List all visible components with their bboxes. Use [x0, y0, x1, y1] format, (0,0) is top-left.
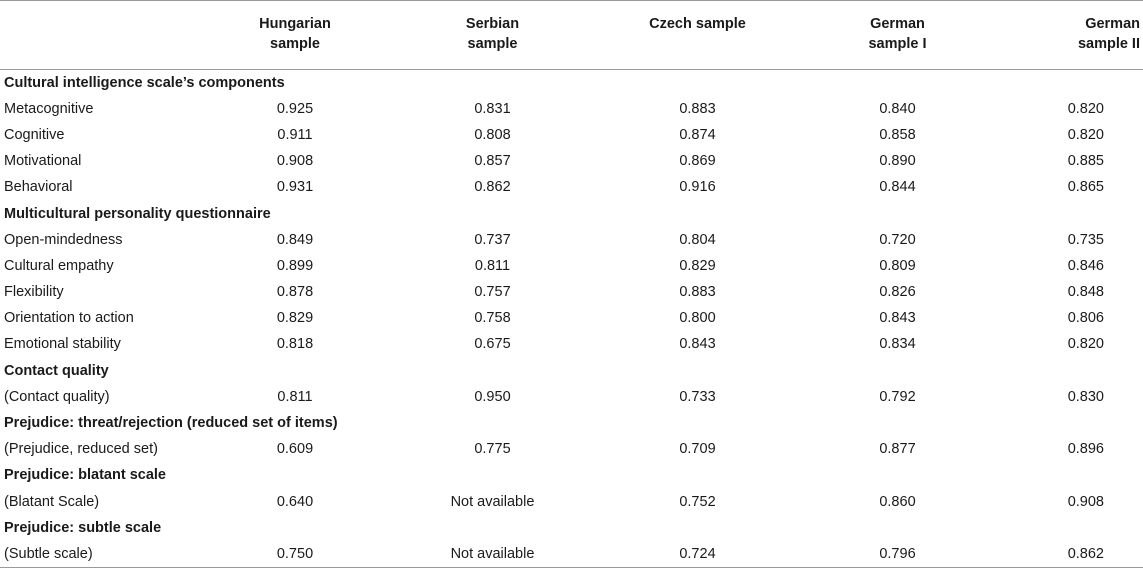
table-cell: 0.831 — [474, 100, 511, 117]
section-title: Multicultural personality questionnaire — [4, 205, 271, 222]
table-cell: 0.862 — [1067, 545, 1104, 562]
column-header-line: Czech sample — [649, 16, 746, 32]
table-cell: 0.874 — [679, 126, 716, 143]
section-row — [0, 358, 1143, 384]
column-header-line: German — [1085, 16, 1140, 32]
table-cell: 0.834 — [879, 336, 916, 353]
table-row — [0, 227, 1143, 253]
row-label: (Blatant Scale) — [4, 493, 100, 510]
table-cell: 0.848 — [1067, 284, 1104, 301]
row-label: Metacognitive — [4, 100, 94, 117]
table-cell: 0.858 — [879, 126, 916, 143]
row-label: Cognitive — [4, 126, 65, 143]
column-header — [790, 1, 1005, 70]
table-cell: 0.843 — [879, 310, 916, 327]
column-header-line: sample II — [1077, 36, 1140, 52]
row-label: Behavioral — [4, 179, 73, 196]
section-title: Prejudice: blatant scale — [4, 467, 166, 484]
table-row — [0, 96, 1143, 122]
column-header — [1005, 1, 1143, 70]
section-row — [0, 70, 1143, 96]
table-cell: 0.820 — [1067, 100, 1104, 117]
column-header-line: Serbian — [465, 16, 520, 32]
table-cell: 0.925 — [276, 100, 314, 117]
table-row — [0, 331, 1143, 357]
section-row — [0, 462, 1143, 488]
table-cell: 0.709 — [679, 441, 716, 458]
table-row — [0, 174, 1143, 200]
row-label: Emotional stability — [4, 336, 121, 353]
table-cell: 0.640 — [276, 493, 314, 510]
table-cell: 0.860 — [879, 493, 916, 510]
section-title: Cultural intelligence scale’s components — [4, 74, 285, 91]
table-cell: 0.840 — [879, 100, 916, 117]
table-row — [0, 305, 1143, 331]
table-cell: 0.878 — [276, 284, 314, 301]
table-cell: 0.862 — [474, 179, 511, 196]
table-row — [0, 148, 1143, 174]
table-row — [0, 384, 1143, 410]
table-cell: 0.846 — [1067, 257, 1104, 274]
table-cell: 0.899 — [276, 257, 314, 274]
table-cell: 0.809 — [879, 257, 916, 274]
table-cell: 0.916 — [679, 179, 716, 196]
row-label: Motivational — [4, 153, 82, 170]
table-cell: 0.869 — [679, 153, 716, 170]
section-row — [0, 200, 1143, 226]
column-header-line: sample I — [868, 36, 927, 52]
table-cell: 0.806 — [1067, 310, 1104, 327]
section-title: Prejudice: threat/rejection (reduced set of items) — [4, 415, 338, 432]
table-cell: 0.890 — [879, 153, 916, 170]
table-cell: 0.735 — [1067, 231, 1104, 248]
row-label: Open-mindedness — [4, 231, 123, 248]
table-cell: 0.808 — [474, 126, 511, 143]
table-cell: 0.796 — [879, 545, 916, 562]
column-header-line: sample — [467, 36, 518, 52]
table-cell: 0.830 — [1067, 388, 1104, 405]
table-cell: 0.818 — [276, 336, 314, 353]
table-body — [0, 70, 1143, 568]
table-cell: 0.811 — [277, 388, 313, 405]
table-row — [0, 122, 1143, 148]
table-cell: 0.775 — [474, 441, 511, 458]
section-row — [0, 515, 1143, 541]
column-header-line: Hungarian — [259, 16, 331, 32]
table-cell: 0.883 — [679, 100, 716, 117]
column-header-line: sample — [270, 36, 320, 52]
table-cell: 0.800 — [679, 310, 716, 327]
section-title: Prejudice: subtle scale — [4, 519, 162, 536]
table-cell: 0.883 — [679, 284, 716, 301]
table-cell: 0.829 — [679, 257, 716, 274]
table-cell: 0.844 — [879, 179, 916, 196]
row-label: (Prejudice, reduced set) — [4, 441, 158, 458]
column-header — [210, 1, 380, 70]
table-cell: 0.931 — [276, 179, 314, 196]
table-cell: 0.896 — [1067, 441, 1104, 458]
table-row — [0, 253, 1143, 279]
table-cell: 0.911 — [277, 126, 313, 143]
table-cell: 0.865 — [1067, 179, 1104, 196]
header-row — [0, 1, 1143, 70]
table-cell: 0.950 — [474, 388, 511, 405]
table-cell: 0.857 — [474, 153, 511, 170]
table-row — [0, 279, 1143, 305]
table-cell: 0.758 — [474, 310, 511, 327]
table-cell: 0.752 — [679, 493, 716, 510]
section-title: Contact quality — [4, 362, 109, 379]
row-label: (Subtle scale) — [4, 545, 93, 562]
table-cell: 0.720 — [879, 231, 916, 248]
row-label: Cultural empathy — [4, 257, 114, 274]
table-cell: 0.877 — [879, 441, 916, 458]
table-cell: 0.609 — [276, 441, 314, 458]
table-cell: 0.757 — [474, 284, 511, 301]
table-cell: Not available — [450, 493, 535, 510]
table-cell: Not available — [450, 545, 535, 562]
table-row — [0, 541, 1143, 567]
table-cell: 0.908 — [276, 153, 314, 170]
column-header — [605, 1, 790, 70]
table-cell: 0.733 — [679, 388, 716, 405]
row-label: (Contact quality) — [4, 388, 110, 405]
column-header — [380, 1, 605, 70]
table-cell: 0.820 — [1067, 126, 1104, 143]
table-cell: 0.750 — [276, 545, 314, 562]
table-cell: 0.804 — [679, 231, 716, 248]
table-cell: 0.724 — [679, 545, 716, 562]
table-cell: 0.675 — [474, 336, 511, 353]
table-cell: 0.737 — [474, 231, 511, 248]
table-cell: 0.826 — [879, 284, 916, 301]
table-cell: 0.849 — [276, 231, 314, 248]
table-cell: 0.843 — [679, 336, 716, 353]
table-cell: 0.885 — [1067, 153, 1104, 170]
table-cell: 0.792 — [879, 388, 916, 405]
row-label: Orientation to action — [4, 310, 134, 327]
table-cell: 0.908 — [1067, 493, 1104, 510]
table-cell: 0.829 — [276, 310, 314, 327]
row-label: Flexibility — [4, 284, 64, 301]
column-header-line: German — [870, 16, 925, 32]
table-row — [0, 489, 1143, 515]
table-cell: 0.811 — [474, 257, 511, 274]
section-row — [0, 410, 1143, 436]
header-cell-blank — [0, 1, 210, 70]
table-row — [0, 436, 1143, 462]
table-cell: 0.820 — [1067, 336, 1104, 353]
